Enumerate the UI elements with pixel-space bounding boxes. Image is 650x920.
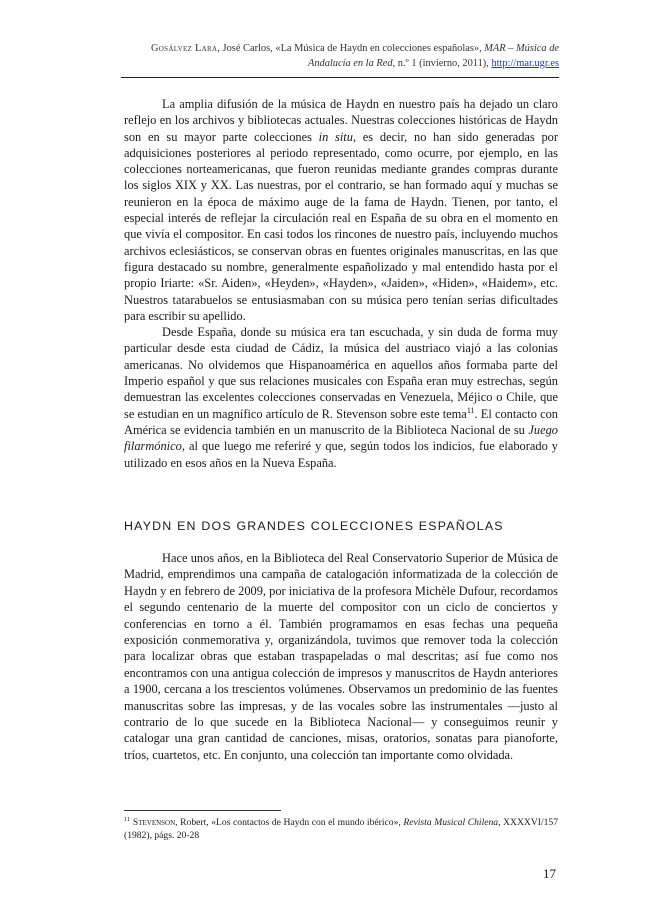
footnote-text-b: , XXXXVI/157 (1982), págs. 20-28 [124, 817, 558, 841]
paragraph-1-text-b: , es decir, no han sido generadas por adquisiciones posteriores al periodo representado, como ocurre, por ejemplo, en las colecciones norteamericanas, que fueron reunidas mediante grandes compras durante los siglos XIX y XX. Las nuestras, por el contrario, se han formado aquí y muchas se reunieron en la época de máximo auge de la fama de Haydn. Tienen, por tanto, el especial interés de reflejar la circulación real en España de su obra en el momento en que vivía el compositor. En casi todos los rincones de nuestro país, incluyendo muchos archivos eclesiásticos, se conservan obras en fuentes originales manuscritas, en las que figura destacado su nombre, generalmente españolizado y mal entendido hasta por el propio Iriarte: «Sr. Aiden», «Heyden», «Hayden», «Jaiden», «Hiden», «Haidem», etc. Nuestros tatarabuelos se entusiasmaban con su música pero tenían serias dificultades para escribir su apellido. [124, 129, 558, 323]
header-article: , José Carlos, «La Música de Haydn en colecciones españolas», [217, 43, 485, 54]
footnote-rule [124, 810, 281, 811]
header-rule [121, 77, 559, 78]
page-number: 17 [543, 866, 556, 881]
footnote-text-a: , Robert, «Los contactos de Haydn con el mundo ibérico», [175, 817, 404, 828]
footnote-author: Stevenson [132, 817, 176, 828]
header-url-link[interactable]: http://mar.ugr.es [491, 58, 559, 69]
paragraph-1-text-a: La amplia difusión de la música de Haydn en nuestro país ha dejado un claro reflejo en los archivos y bibliotecas actuales. Nuestras colecciones históricas de Haydn son en su mayor parte colecciones [124, 97, 558, 144]
header-author: Gosálvez Lara [150, 43, 218, 54]
footnote [124, 816, 558, 842]
body-text-top [124, 96, 558, 471]
paragraph-1 [124, 96, 558, 324]
paragraph-2-italic: Juego filarmónico [124, 422, 558, 454]
section-heading: HAYDN EN DOS GRANDES COLECCIONES ESPAÑOLAS [124, 519, 504, 533]
footnote-number: 11 [124, 815, 131, 823]
footnote-reference[interactable]: 11 [466, 405, 475, 415]
paragraph-3: Hace unos años, en la Biblioteca del Real Conservatorio Superior de Música de Madrid, emprendimos una campaña de catalogación informatizada de la colección de Haydn y en febrero de 2009, por iniciativa de la profesora Michèle Dufour, recordamos el segundo centenario de la muerte del compositor con un ciclo de conciertos y conferencias en torno a él. También programamos en esas fechas una pequeña exposición conmemorativa y, organizándola, tuvimos que remover toda la colección para localizar obras que estaban traspapeladas o mal descritas; así fue como nos encontramos con una antigua colección de impresos y manuscritos de Haydn anteriores a 1900, cercana a los trescientos volúmenes. Observamos un predominio de las fuentes manuscritas sobre las impresas, y de las vocales sobre las instrumentales —justo al contrario de lo que sucede en la Biblioteca Nacional— y conseguimos reunir y catalogar una gran cantidad de canciones, misas, oratorios, sonatas para pianoforte, tríos, cuartetos, etc. En conjunto, una colección tan importante como olvidada. [124, 551, 558, 762]
body-text-bottom [124, 550, 558, 763]
paragraph-2 [124, 324, 558, 471]
header-issue: , n.º 1 (invierno, 2011), [392, 58, 492, 69]
header-journal: MAR – Música de Andalucía en la Red [307, 43, 559, 69]
paragraph-1-italic: in situ [318, 129, 353, 144]
running-header [121, 41, 559, 71]
paragraph-2-text-a: Desde España, donde su música era tan escuchada, y sin duda de forma muy particular desde esta ciudad de Cádiz, la música del austriaco viajó a las colonias americanas. No olvidemos que Hispanoamérica en aquellos años formaba parte del Imperio español y que sus relaciones musicales con España eran muy estrechas, según demuestran las excelentes colecciones conservadas en Venezuela, Méjico o Chile, que se estudian en un magnífico artículo de R. Stevenson sobre este tema [124, 325, 558, 421]
paragraph-2-text-c: , al que luego me referiré y que, según todos los indicios, fue elaborado y utilizado en esos años en la Nueva España. [124, 439, 558, 470]
footnote-journal: Revista Musical Chilena [403, 817, 499, 828]
paragraph-2-text-b: . El contacto con América se evidencia también en un manuscrito de la Biblioteca Nacional de su [124, 406, 558, 437]
